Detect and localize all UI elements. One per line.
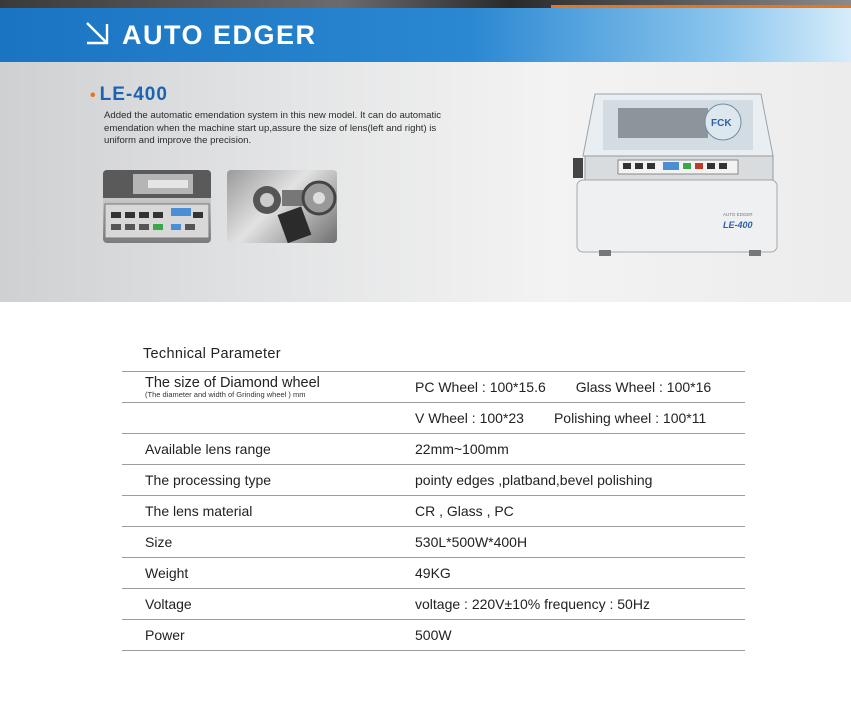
polishing-wheel-value: Polishing wheel : 100*11	[553, 410, 707, 426]
top-decorative-strip	[0, 0, 851, 8]
model-heading	[90, 84, 168, 106]
row-value: 22mm~100mm	[395, 434, 745, 465]
row-value: 530L*500W*400H	[395, 527, 745, 558]
row-value: 49KG	[395, 558, 745, 589]
arrow-down-right-icon	[84, 20, 110, 46]
table-row	[122, 403, 745, 434]
bullet-dot-icon: •	[90, 87, 97, 104]
row-label: Voltage	[122, 589, 395, 620]
table-row	[122, 465, 745, 496]
row-label: Available lens range	[122, 434, 395, 465]
row-label: Weight	[122, 558, 395, 589]
row-label: Power	[122, 620, 395, 651]
table-row	[122, 372, 745, 403]
auto-edger-machine-illustration	[573, 86, 783, 264]
control-panel-photo	[103, 170, 211, 243]
v-wheel-value: V Wheel : 100*23	[415, 410, 524, 426]
svg-text:FCK: FCK	[711, 118, 732, 129]
table-row	[122, 496, 745, 527]
row-label: The processing type	[122, 465, 395, 496]
model-name: LE-400	[99, 84, 168, 105]
grinding-wheel-photo	[227, 170, 337, 243]
technical-parameter-title: Technical Parameter	[143, 346, 281, 362]
row-label: Size	[122, 527, 395, 558]
diamond-wheel-sublabel: (The diameter and width of Grinding wheel ) mm	[145, 389, 306, 399]
row-value: CR , Glass , PC	[395, 496, 745, 527]
table-row	[122, 589, 745, 620]
machine-brand-label: AUTO EDGER	[723, 212, 753, 217]
page-title: AUTO EDGER	[122, 20, 317, 50]
row-label: The lens material	[122, 496, 395, 527]
product-description: Added the automatic emendation system in this new model. It can do automatic emendation when the machine start up,assure the size of lens(left and right) is uniform and improve the precision.	[104, 110, 442, 147]
product-hero	[0, 62, 851, 302]
pc-wheel-value: PC Wheel : 100*15.6	[415, 379, 546, 395]
table-row	[122, 527, 745, 558]
table-value-cell	[395, 403, 745, 434]
table-row	[122, 434, 745, 465]
glass-wheel-value: Glass Wheel : 100*16	[575, 379, 712, 395]
row-value: pointy edges ,platband,bevel polishing	[395, 465, 745, 496]
diamond-wheel-label: The size of Diamond wheel	[145, 374, 320, 391]
machine-model-label: LE-400	[723, 220, 753, 230]
row-value: 500W	[395, 620, 745, 651]
table-label-cell	[122, 372, 395, 403]
title-banner	[0, 8, 851, 62]
technical-parameter-table	[122, 371, 745, 651]
table-row	[122, 620, 745, 651]
row-value: voltage : 220V±10% frequency : 50Hz	[395, 589, 745, 620]
table-value-cell	[395, 372, 745, 403]
table-row	[122, 558, 745, 589]
table-label-cell	[122, 403, 395, 434]
